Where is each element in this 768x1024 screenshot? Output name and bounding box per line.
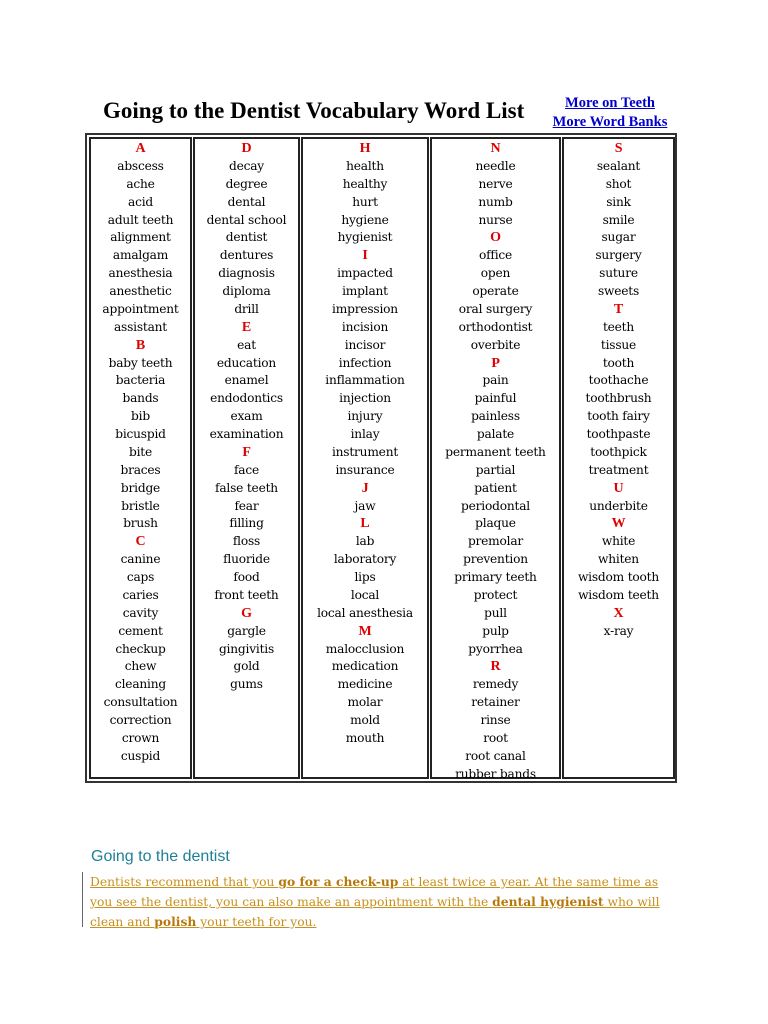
vocabulary-word: decay <box>229 158 264 173</box>
vocabulary-word: braces <box>120 462 161 477</box>
vocabulary-word: anesthesia <box>108 266 173 281</box>
vocabulary-word: abscess <box>117 158 164 173</box>
vocabulary-word: x-ray <box>603 623 634 638</box>
vocabulary-word: pain <box>482 373 509 388</box>
vocabulary-word: nerve <box>478 176 513 191</box>
vocabulary-word: dentures <box>219 248 274 263</box>
letter-heading: G <box>241 605 252 621</box>
vocabulary-word: sugar <box>601 230 636 245</box>
vocabulary-word: teeth <box>602 319 635 334</box>
vocabulary-word: shot <box>605 176 632 191</box>
vocabulary-word: fear <box>234 498 259 513</box>
vocabulary-word: periodontal <box>461 498 530 513</box>
letter-heading: B <box>135 337 146 353</box>
related-links <box>550 94 670 132</box>
letter-heading: P <box>491 355 500 371</box>
letter-heading: C <box>135 534 146 550</box>
paragraph-bold-phrase: go for a check-up <box>278 874 399 889</box>
vocabulary-word: numb <box>478 194 513 209</box>
letter-heading: D <box>241 141 252 156</box>
vocabulary-word: cement <box>118 623 163 638</box>
vocabulary-word: examination <box>209 427 284 441</box>
vocabulary-word: treatment <box>588 462 649 477</box>
vocabulary-word: protect <box>473 587 518 602</box>
paragraph-text: your teeth for you. <box>196 915 317 929</box>
vocabulary-word: impacted <box>337 266 393 281</box>
vocabulary-word: bristle <box>121 498 160 513</box>
vocabulary-word: appointment <box>102 301 179 316</box>
paragraph-bold-phrase: polish <box>154 914 197 929</box>
vocabulary-word: needle <box>475 158 516 173</box>
vocabulary-word: partial <box>475 462 516 477</box>
vocabulary-word: healthy <box>342 176 388 191</box>
vocabulary-word: drill <box>234 301 259 316</box>
vocabulary-word: filling <box>229 516 264 531</box>
vocabulary-word: toothpick <box>590 444 647 459</box>
vocabulary-word: face <box>233 462 259 477</box>
vocabulary-word: orthodontist <box>458 319 533 334</box>
letter-heading: L <box>360 516 370 532</box>
vocabulary-word: ache <box>126 176 155 191</box>
vocabulary-word: pulp <box>482 623 509 638</box>
vocabulary-word: wisdom tooth <box>577 570 660 584</box>
vocabulary-word: bicuspid <box>115 427 166 441</box>
vocabulary-word: health <box>346 158 384 173</box>
vocabulary-word: toothpaste <box>586 427 651 441</box>
vocabulary-word: instrument <box>331 444 399 459</box>
word-column-h-m <box>301 137 429 779</box>
letter-heading: U <box>613 480 624 496</box>
vocabulary-word: adult teeth <box>107 212 174 227</box>
vocabulary-word: degree <box>225 176 268 191</box>
vocabulary-word: endodontics <box>210 391 283 406</box>
word-column-s-x <box>562 137 675 779</box>
vocabulary-word: remedy <box>472 677 519 692</box>
vocabulary-word: injection <box>339 391 391 406</box>
vocabulary-word: rubber bands <box>455 766 536 781</box>
vocabulary-word: correction <box>109 713 172 727</box>
vocabulary-word: underbite <box>589 498 648 513</box>
letter-heading: H <box>359 141 371 156</box>
page-title: Going to the Dentist Vocabulary Word List <box>103 98 525 123</box>
vocabulary-word: wisdom teeth <box>578 587 659 602</box>
vocabulary-word: canine <box>120 552 161 567</box>
vocabulary-word: food <box>233 570 260 584</box>
vocabulary-word: plaque <box>475 516 516 531</box>
vocabulary-word: office <box>478 248 513 263</box>
vocabulary-word: nurse <box>478 212 513 227</box>
vocabulary-word: painless <box>471 409 520 424</box>
vocabulary-word: enamel <box>224 373 269 388</box>
vocabulary-word: incisor <box>344 337 386 352</box>
vocabulary-word: mold <box>350 713 380 727</box>
vocabulary-word: operate <box>472 284 519 298</box>
vocabulary-word: tooth fairy <box>587 409 650 424</box>
more-on-teeth-link[interactable]: More on Teeth <box>565 95 655 111</box>
vocabulary-word: bridge <box>120 480 161 495</box>
vocabulary-word: toothache <box>588 373 649 388</box>
vocabulary-word: cleaning <box>114 677 166 692</box>
vocabulary-word: hurt <box>352 194 378 209</box>
paragraph-marker <box>82 872 83 927</box>
vocabulary-word: sealant <box>596 158 641 173</box>
vocabulary-word: bib <box>131 409 150 424</box>
word-column-d-g <box>193 137 300 779</box>
vocabulary-word: sweets <box>597 284 640 298</box>
vocabulary-word: caps <box>126 570 155 584</box>
vocabulary-word: lab <box>355 534 375 549</box>
vocabulary-word: diagnosis <box>218 266 275 281</box>
vocabulary-word: assistant <box>113 319 168 334</box>
vocabulary-word: anesthetic <box>109 284 172 298</box>
paragraph-bold-phrase: dental hygienist <box>492 894 604 909</box>
vocabulary-word: root canal <box>465 748 526 763</box>
vocabulary-word: mouth <box>345 730 385 745</box>
word-column-n-r <box>430 137 561 779</box>
vocabulary-word: gums <box>230 677 263 692</box>
letter-heading: J <box>361 480 369 496</box>
vocabulary-table <box>85 133 677 783</box>
vocabulary-word: inflammation <box>325 373 405 388</box>
vocabulary-word: permanent teeth <box>445 444 546 459</box>
vocabulary-word: diploma <box>222 284 271 298</box>
vocabulary-word: local anesthesia <box>317 605 413 620</box>
vocabulary-word: medication <box>331 659 399 674</box>
vocabulary-word: tissue <box>600 337 637 352</box>
vocabulary-word: gargle <box>227 623 266 638</box>
vocabulary-word: caries <box>122 587 159 602</box>
vocabulary-word: impression <box>332 301 398 316</box>
vocabulary-word: molar <box>347 695 383 710</box>
vocabulary-word: incision <box>341 319 389 334</box>
vocabulary-word: hygiene <box>341 212 389 227</box>
vocabulary-word: cuspid <box>120 748 161 763</box>
vocabulary-word: painful <box>474 391 517 406</box>
vocabulary-word: acid <box>128 194 153 209</box>
vocabulary-word: suture <box>599 266 638 281</box>
vocabulary-word: inlay <box>350 427 380 441</box>
vocabulary-word: dentist <box>225 230 268 245</box>
vocabulary-word: toothbrush <box>585 391 652 406</box>
vocabulary-word: education <box>216 355 277 370</box>
vocabulary-word: overbite <box>470 337 521 352</box>
vocabulary-word: rinse <box>480 713 511 727</box>
vocabulary-word: cavity <box>122 605 159 620</box>
vocabulary-word: false teeth <box>215 480 278 495</box>
letter-heading: E <box>241 319 252 335</box>
letter-heading: I <box>362 248 368 264</box>
vocabulary-word: amalgam <box>112 248 169 263</box>
vocabulary-word: gold <box>233 659 260 674</box>
vocabulary-word: floss <box>232 534 261 549</box>
vocabulary-word: jaw <box>354 498 376 513</box>
vocabulary-word: retainer <box>471 695 520 710</box>
vocabulary-word: bacteria <box>115 373 166 388</box>
vocabulary-word: primary teeth <box>454 570 537 584</box>
vocabulary-word: white <box>601 534 636 549</box>
word-column-a-c <box>89 137 192 779</box>
vocabulary-word: lips <box>354 570 376 584</box>
vocabulary-word: dental <box>227 194 266 209</box>
vocabulary-word: root <box>483 730 508 745</box>
vocabulary-word: gingivitis <box>218 641 275 656</box>
vocabulary-word: injury <box>347 409 383 424</box>
vocabulary-word: patient <box>474 480 517 495</box>
paragraph-text: at least twice a year. At the same time as you see the dentist, you can also make an appointment with the <box>90 875 659 909</box>
letter-heading: F <box>242 444 251 460</box>
vocabulary-word: open <box>480 266 511 281</box>
vocabulary-word: exam <box>230 409 263 424</box>
vocabulary-word: whiten <box>598 552 639 567</box>
vocabulary-word: bands <box>122 391 159 406</box>
more-word-banks-link[interactable]: More Word Banks <box>552 114 668 130</box>
vocabulary-word: premolar <box>467 534 524 549</box>
vocabulary-word: consultation <box>103 695 178 710</box>
letter-heading: O <box>490 230 501 246</box>
vocabulary-word: pull <box>484 605 507 620</box>
vocabulary-word: dental school <box>206 212 287 227</box>
vocabulary-word: insurance <box>335 462 395 477</box>
vocabulary-word: smile <box>602 212 635 227</box>
vocabulary-word: oral surgery <box>458 301 533 316</box>
section-heading: Going to the dentist <box>91 848 230 865</box>
vocabulary-word: sink <box>606 194 631 209</box>
vocabulary-word: bite <box>128 444 152 459</box>
vocabulary-word: implant <box>342 284 388 298</box>
vocabulary-word: fluoride <box>223 552 270 567</box>
vocabulary-word: chew <box>124 659 157 674</box>
vocabulary-word: pyorrhea <box>468 641 523 656</box>
vocabulary-word: prevention <box>463 552 528 567</box>
letter-heading: N <box>490 141 501 156</box>
vocabulary-word: palate <box>476 427 515 441</box>
vocabulary-word: brush <box>123 516 158 531</box>
vocabulary-word: crown <box>121 730 160 745</box>
letter-heading: W <box>611 516 626 532</box>
paragraph-text: Dentists recommend that you <box>90 875 279 889</box>
vocabulary-word: medicine <box>337 677 393 692</box>
vocabulary-word: checkup <box>115 641 166 656</box>
letter-heading: T <box>613 301 624 317</box>
vocabulary-word: tooth <box>602 355 635 370</box>
vocabulary-word: eat <box>237 337 256 352</box>
vocabulary-word: malocclusion <box>325 641 405 656</box>
letter-heading: S <box>614 141 623 156</box>
letter-heading: R <box>490 659 501 675</box>
vocabulary-word: baby teeth <box>108 355 173 370</box>
letter-heading: X <box>613 605 624 621</box>
letter-heading: A <box>135 141 146 156</box>
vocabulary-word: hygienist <box>337 230 393 245</box>
vocabulary-word: infection <box>338 355 392 370</box>
vocabulary-word: surgery <box>595 248 642 263</box>
vocabulary-word: front teeth <box>214 587 279 602</box>
letter-heading: M <box>358 623 372 639</box>
intro-paragraph <box>90 872 675 932</box>
paragraph-text: who will clean and <box>90 895 660 929</box>
vocabulary-word: laboratory <box>333 552 397 567</box>
vocabulary-word: local <box>350 587 380 602</box>
vocabulary-word: alignment <box>110 230 171 245</box>
